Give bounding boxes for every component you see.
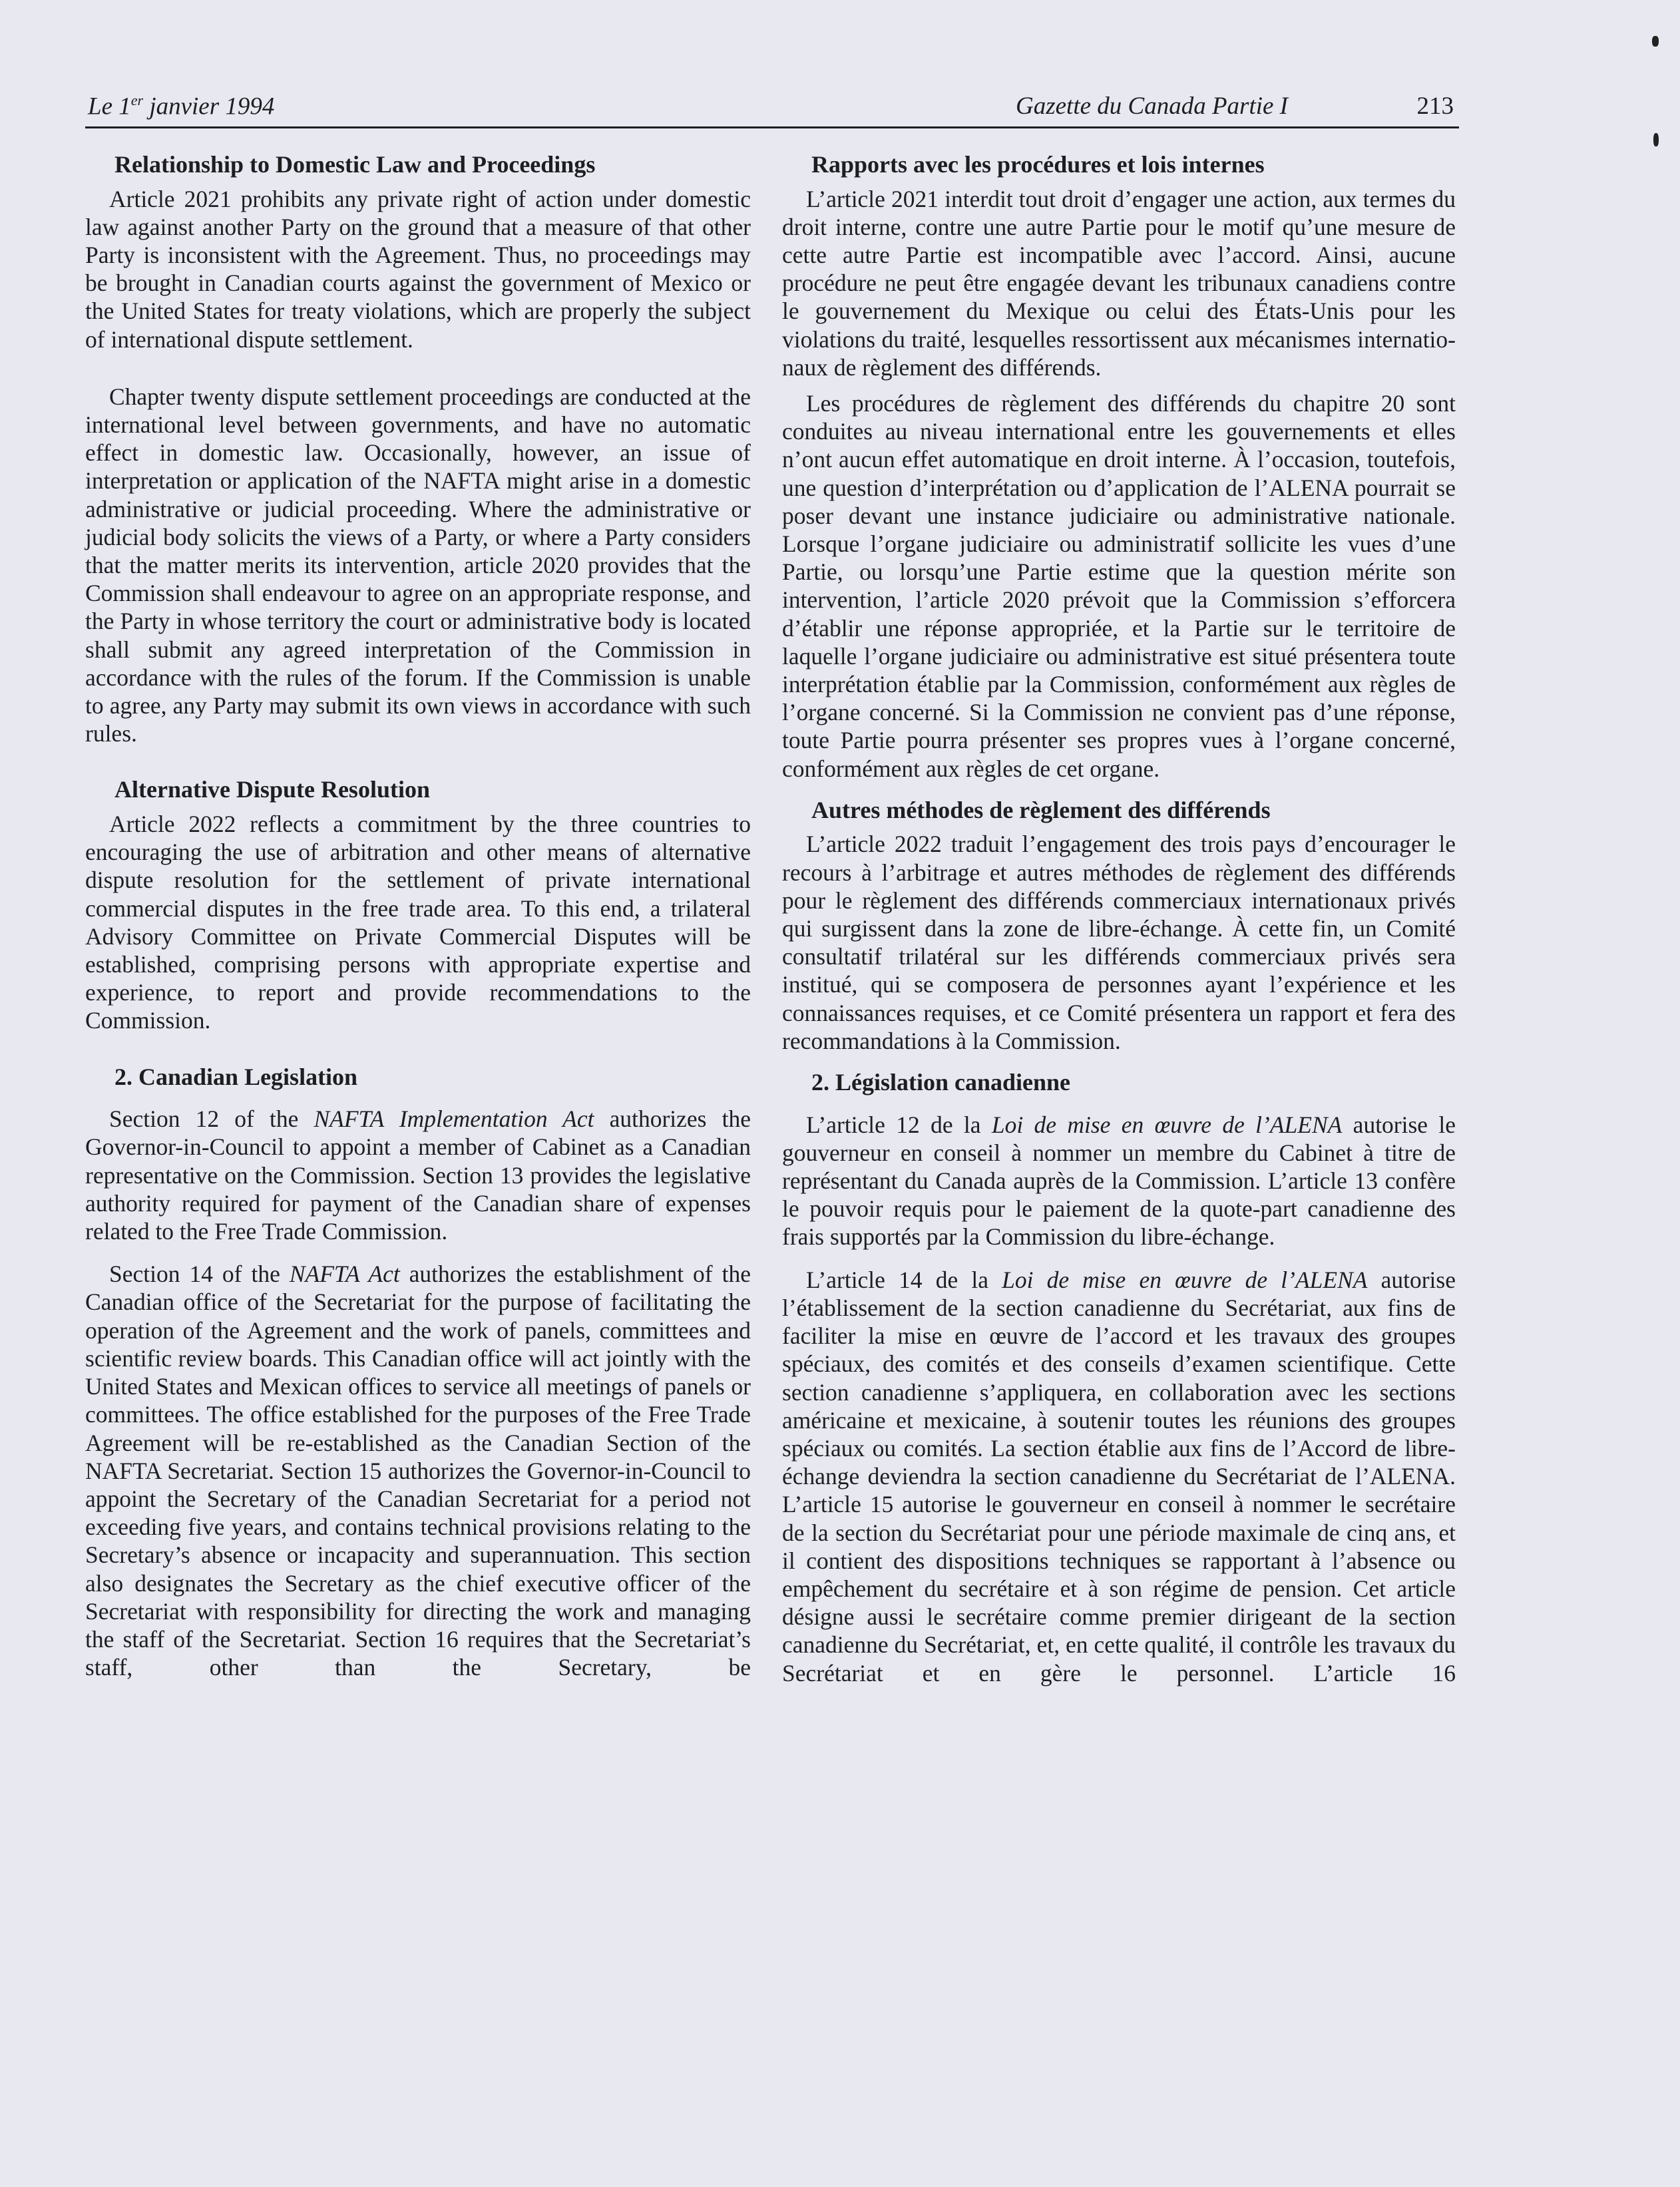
french-column — [782, 152, 1456, 1687]
section-heading-legislation-canadienne: 2. Législation canadienne — [811, 1069, 1071, 1096]
paragraph-article-2021: Article 2021 prohibits any private right of action under domestic law against another Party on the ground that a measure of that other Party is inconsistent with the Agreement. Thus, no proceedings may be brought in Canadian courts against the government of Mexico or the United States for treaty violations, which are properly the subject of international dispute settlement. — [85, 185, 751, 353]
paragraph-article-2022: Article 2022 reflects a commitment by the three countries to encouraging the use of arbitration and other means of alternative dispute resolution for the settlement of private international commercial disputes in the free trade area. To this end, a trilateral Advisory Committee on Private Commercial Disputes will be established, comprising persons with appropriate expertise and experience, to report and provide recommendations to the Commission. — [85, 811, 751, 1034]
paragraph-article-12-fr: L’article 12 de la Loi de mise en œuvre de l’ALENA autorise le gouverneur en conseil à nommer un membre du Cabinet à titre de représentant du Canada auprès de la Commission. L’article 13 confère le pouvoir requis pour le paiement de la quote-part canadienne des frais supportés par la Commission du libre-échange. — [782, 1111, 1456, 1251]
scan-speck — [1653, 133, 1659, 146]
section-heading-canadian-legislation: 2. Canadian Legislation — [114, 1063, 358, 1090]
header-date — [88, 92, 274, 120]
paragraph-chapitre-20-fr: Les procédures de règlement des différends du chapitre 20 sont conduites au niveau international entre les gouvernements et elles n’ont aucun effet automatique en droit interne. À l’occasion, toutefois, une question d’interprétation ou d’application de l’ALENA pourrait se poser devant une instance judiciaire ou administrative nationale. Lorsque l’organe judiciaire ou administratif sollicite les vues d’une Partie, ou lorsqu’une Partie estime que la question mérite son intervention, l’article 2020 prévoit que la Commission s’efforcera d’établir une réponse appropriée, et la Partie sur le territoire de laquelle l’organe judiciaire ou administrative est situé présentera toute interprétation établie par la Commission, conformément aux règles de l’organe concerné. Si la Commission ne convient pas d’une réponse, toute Partie pourra présenter ses propres vues à l’organe concerné, conformément aux règles de cet organe. — [782, 390, 1456, 782]
header-date-day: Le 1 — [88, 93, 131, 120]
english-column — [85, 152, 751, 1681]
scan-speck — [1652, 36, 1659, 47]
header-publication: Gazette du Canada Partie I — [1016, 93, 1289, 120]
running-header — [85, 88, 1459, 128]
section-heading-autres-methodes: Autres méthodes de règlement des différends — [811, 796, 1271, 823]
section-heading-alternative-dispute: Alternative Dispute Resolution — [114, 776, 430, 803]
paragraph-article-2022-fr: L’article 2022 traduit l’engagement des trois pays d’encourager le recours à l’arbitrage et autres méthodes de règlement des différends pour le règlement des différends commerciaux internationaux privés qui surgissent dans la zone de libre-échange. À cette fin, un Comité consultatif trilatéral sur les différends commerciaux privés sera institué, qui se composera de personnes ayant l’expérience et les connaissances requises, et ce Comité présentera un rapport et fera des recommandations à la Commission. — [782, 831, 1456, 1054]
paragraph-section-14: Section 14 of the NAFTA Act authorizes the establishment of the Canadian office of the Secretariat for the purpose of facilitating the operation of the Agreement and the work of panels, committees and scientific review boards. This Canadian office will act jointly with the United States and Mexican offices to service all meetings of panels or committees. The office established for the purposes of the Free Trade Agreement will be re-established as the Canadian Section of the NAFTA Secretariat. Section 15 authorizes the Governor-in-Council to appoint the Secretary of the Canadian Secretariat for a period not exceeding five years, and contains technical provisions relating to the Secretary’s absence or incapacity and superannuation. This section also designates the Secretary as the chief executive officer of the Secretariat with responsibility for directing the work and managing the staff of the Secretariat. Section 16 requires that the Secretariat’s staff, other than the Secretary, be — [85, 1261, 751, 1681]
paragraph-chapter-twenty: Chapter twenty dispute settlement proceedings are conducted at the international level between governments, and have no automatic effect in domestic law. Occasionally, however, an issue of interpretation or application of the NAFTA might arise in a domestic administrative or judicial proceeding. Where the administrative or judicial body solicits the views of a Party, or where a Party considers that the matter merits its intervention, article 2020 provides that the Commission shall endeavour to agree on an appropriate response, and the Party in whose territory the court or administrative body is located shall submit any agreed interpretation of the Commission in accordance with the rules of the forum. If the Commission is unable to agree, any Party may submit its own views in accordance with such rules. — [85, 383, 751, 747]
section-heading-rapports: Rapports avec les procédures et lois internes — [811, 151, 1265, 178]
page-number: 213 — [1416, 93, 1454, 120]
header-date-ordinal: er — [130, 92, 144, 108]
paragraph-section-12: Section 12 of the NAFTA Implementation Act authorizes the Governor-in-Council to appoint a member of Cabinet as a Canadian representative on the Commission. Section 13 provides the legislative authority required for payment of the Canadian share of expenses related to the Free Trade Commission. — [85, 1105, 751, 1245]
header-date-month-year: janvier 1994 — [143, 93, 275, 120]
paragraph-article-14-fr: L’article 14 de la Loi de mise en œuvre de l’ALENA autorise l’établissement de la section canadienne du Secrétariat, aux fins de faciliter la mise en œuvre de l’accord et les travaux des groupes spéciaux, des comités et des conseils d’examen scientifique. Cette section canadienne s’appliquera, en collaboration avec les sections américaine et mexicaine, à soutenir toutes les réunions des groupes spéciaux ou comités. La section établie aux fins de l’Accord de libre-échange deviendra la section canadienne du Secrétariat de l’ALENA. L’article 15 autorise le gouverneur en conseil à nommer le secrétaire de la section du Secrétariat pour une période maximale de cinq ans, et il contient des dispositions techniques se rapportant à l’absence ou empêchement du secrétaire et à son régime de pension. Cet article désigne aussi le secrétaire comme premier dirigeant de la section canadienne du Secrétariat, et, en cette qualité, il contrôle les travaux du Secrétariat et en gère le personnel. L’article 16 — [782, 1266, 1456, 1687]
paragraph-article-2021-fr: L’article 2021 interdit tout droit d’engager une action, aux termes du droit interne, contre une autre Partie pour le motif qu’une mesure de cette autre Partie est incompatible avec l’accord. Ainsi, aucune procédure ne peut être engagée devant les tribunaux canadiens contre le gouvernement du Mexique ou celui des États-Unis pour les violations du traité, lesquelles ressortissent aux mécanismes internationaux de règlement des différends. — [782, 185, 1456, 381]
section-heading-domestic-law: Relationship to Domestic Law and Proceedings — [114, 151, 596, 178]
